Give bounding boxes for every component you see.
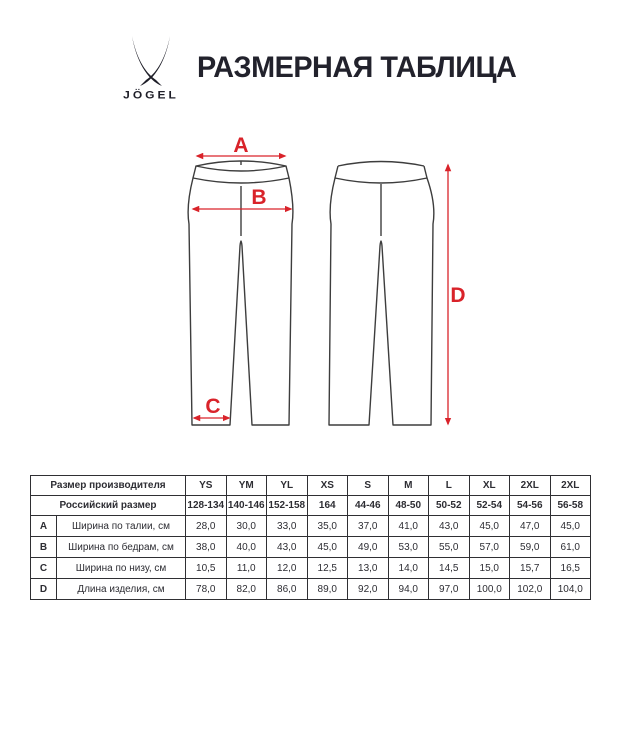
value-cell: 104,0 <box>550 579 591 600</box>
value-cell: 33,0 <box>267 516 308 537</box>
measure-row-c <box>31 558 591 579</box>
value-cell: 45,0 <box>469 516 510 537</box>
russian-size-cell: 164 <box>307 496 348 516</box>
value-cell: 43,0 <box>267 537 308 558</box>
pants-back-drawing <box>329 162 434 426</box>
value-cell: 43,0 <box>429 516 470 537</box>
size-col-header: XS <box>307 476 348 496</box>
russian-size-cell: 56-58 <box>550 496 591 516</box>
value-cell: 89,0 <box>307 579 348 600</box>
value-cell: 28,0 <box>186 516 227 537</box>
row-label: Ширина по низу, см <box>57 558 186 579</box>
value-cell: 12,0 <box>267 558 308 579</box>
row-letter: B <box>31 537 57 558</box>
value-cell: 47,0 <box>510 516 551 537</box>
value-cell: 57,0 <box>469 537 510 558</box>
russian-size-cell: 54-56 <box>510 496 551 516</box>
value-cell: 40,0 <box>226 537 267 558</box>
value-cell: 37,0 <box>348 516 389 537</box>
value-cell: 102,0 <box>510 579 551 600</box>
manufacturer-size-header: Размер производителя <box>31 476 186 496</box>
value-cell: 11,0 <box>226 558 267 579</box>
measure-row-b <box>31 537 591 558</box>
size-col-header: S <box>348 476 389 496</box>
russian-size-cell: 50-52 <box>429 496 470 516</box>
value-cell: 49,0 <box>348 537 389 558</box>
row-letter: D <box>31 579 57 600</box>
value-cell: 59,0 <box>510 537 551 558</box>
russian-size-cell: 128-134 <box>186 496 227 516</box>
value-cell: 100,0 <box>469 579 510 600</box>
measure-row-a <box>31 516 591 537</box>
jogel-mark-icon <box>129 36 173 86</box>
value-cell: 15,0 <box>469 558 510 579</box>
value-cell: 45,0 <box>550 516 591 537</box>
size-col-header: L <box>429 476 470 496</box>
russian-size-cell: 48-50 <box>388 496 429 516</box>
measure-row-d <box>31 579 591 600</box>
value-cell: 82,0 <box>226 579 267 600</box>
value-cell: 30,0 <box>226 516 267 537</box>
value-cell: 10,5 <box>186 558 227 579</box>
value-cell: 86,0 <box>267 579 308 600</box>
value-cell: 41,0 <box>388 516 429 537</box>
dim-label-a: A <box>233 134 249 157</box>
value-cell: 92,0 <box>348 579 389 600</box>
size-col-header: YS <box>186 476 227 496</box>
value-cell: 97,0 <box>429 579 470 600</box>
russian-size-header: Российский размер <box>31 496 186 516</box>
russian-size-cell: 152-158 <box>267 496 308 516</box>
value-cell: 14,5 <box>429 558 470 579</box>
row-label: Ширина по талии, см <box>57 516 186 537</box>
dim-label-b: B <box>251 186 267 209</box>
russian-size-cell: 52-54 <box>469 496 510 516</box>
size-col-header: YM <box>226 476 267 496</box>
value-cell: 14,0 <box>388 558 429 579</box>
pants-measurement-diagram <box>140 130 500 440</box>
page-title: РАЗМЕРНАЯ ТАБЛИЦА <box>197 51 517 84</box>
dim-label-c: C <box>205 395 221 418</box>
russian-size-cell: 44-46 <box>348 496 389 516</box>
value-cell: 16,5 <box>550 558 591 579</box>
value-cell: 12,5 <box>307 558 348 579</box>
russian-size-row <box>31 496 591 516</box>
brand-logo <box>118 36 184 102</box>
value-cell: 53,0 <box>388 537 429 558</box>
size-col-header: M <box>388 476 429 496</box>
value-cell: 55,0 <box>429 537 470 558</box>
value-cell: 35,0 <box>307 516 348 537</box>
size-col-header: XL <box>469 476 510 496</box>
row-label: Ширина по бедрам, см <box>57 537 186 558</box>
dim-label-d: D <box>450 284 466 307</box>
pants-front-drawing <box>188 161 293 425</box>
value-cell: 94,0 <box>388 579 429 600</box>
value-cell: 78,0 <box>186 579 227 600</box>
pants-back-waistband <box>335 162 427 179</box>
brand-wordmark: JÖGEL <box>123 88 179 102</box>
value-cell: 45,0 <box>307 537 348 558</box>
value-cell: 13,0 <box>348 558 389 579</box>
size-col-header: YL <box>267 476 308 496</box>
row-letter: C <box>31 558 57 579</box>
size-table <box>30 475 591 600</box>
russian-size-cell: 140-146 <box>226 496 267 516</box>
row-label: Длина изделия, см <box>57 579 186 600</box>
manufacturer-size-row <box>31 476 591 496</box>
size-col-header: 2XL <box>550 476 591 496</box>
row-letter: A <box>31 516 57 537</box>
value-cell: 38,0 <box>186 537 227 558</box>
size-col-header: 2XL <box>510 476 551 496</box>
value-cell: 61,0 <box>550 537 591 558</box>
value-cell: 15,7 <box>510 558 551 579</box>
